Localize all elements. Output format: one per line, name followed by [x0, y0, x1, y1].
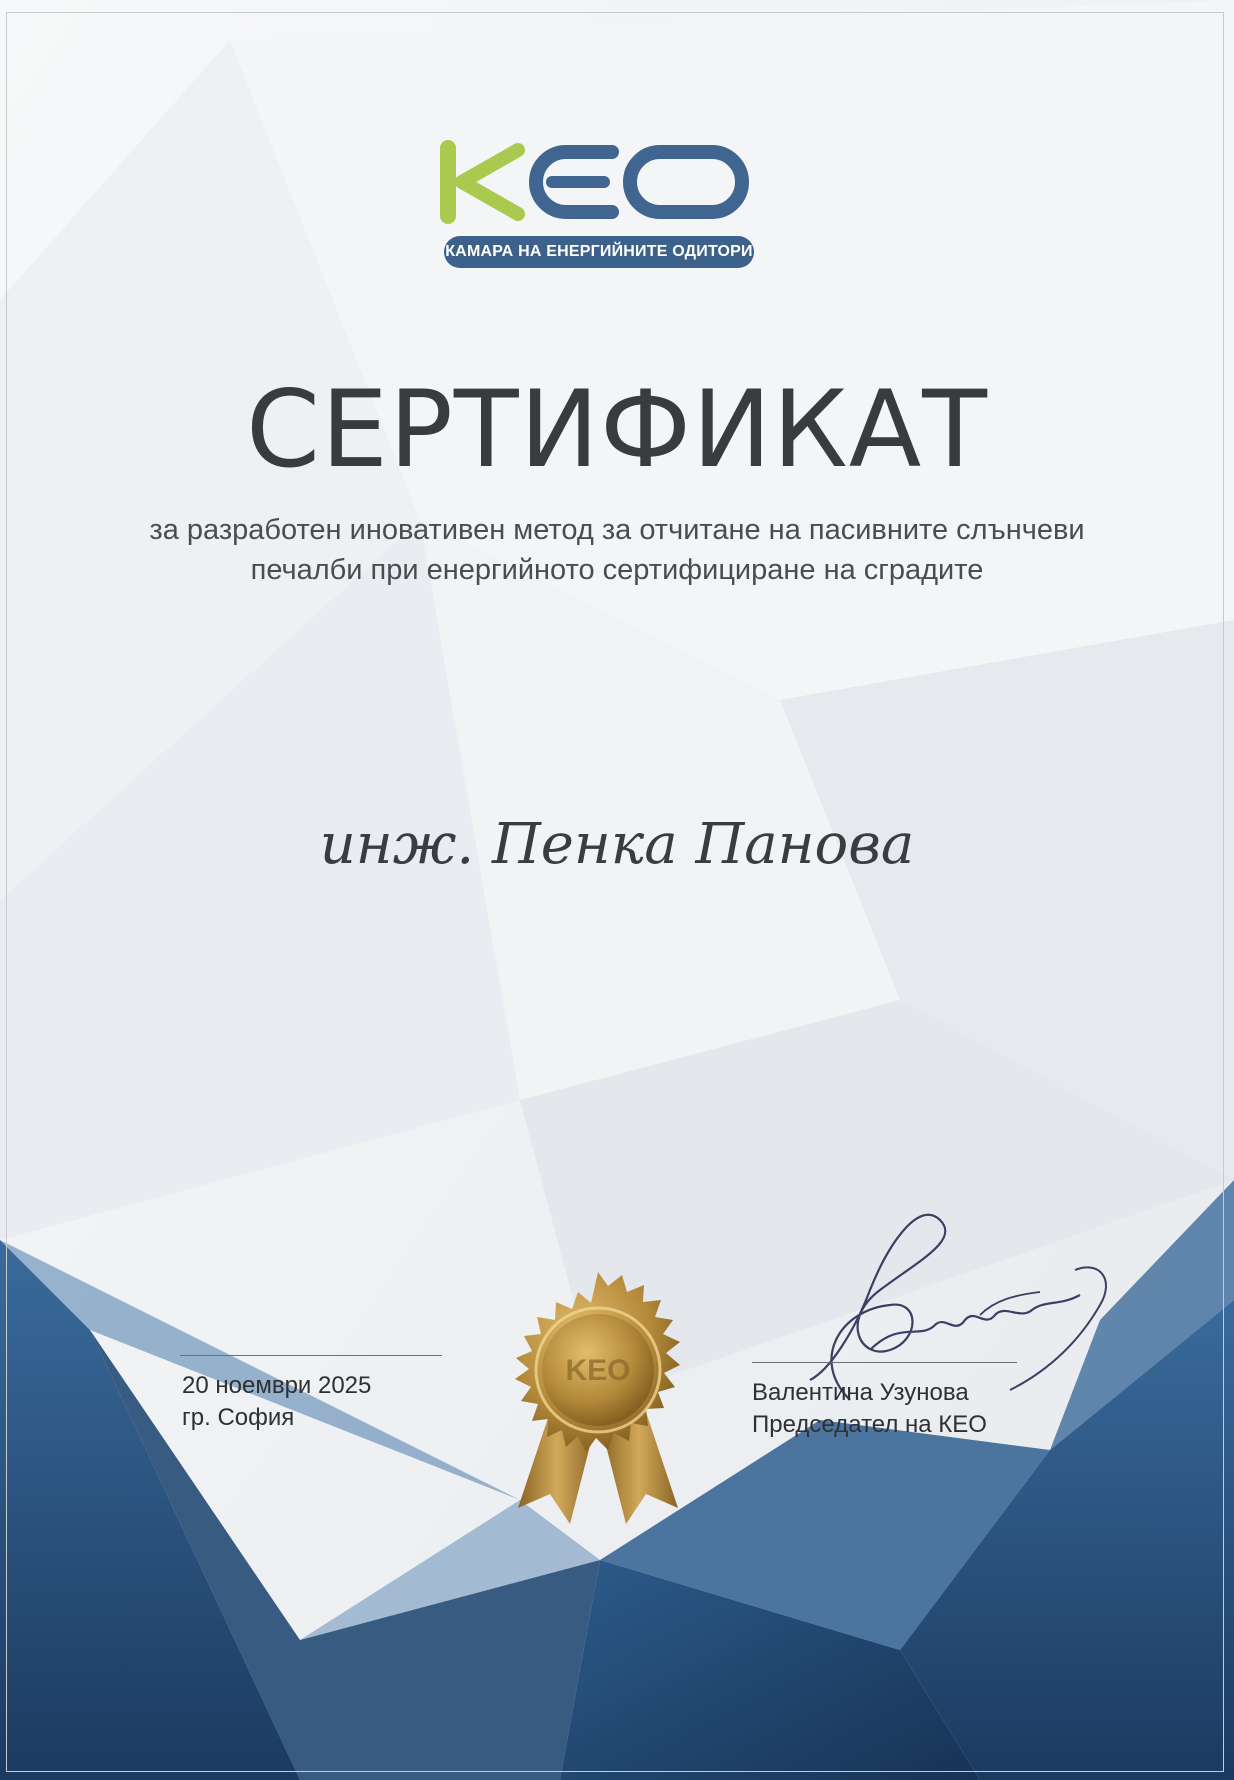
- seal-wordmark: KEO: [565, 1354, 631, 1387]
- signature-line: [752, 1362, 1017, 1363]
- recipient-name: инж. Пенка Панова: [319, 812, 915, 877]
- keo-wordmark-icon: [440, 140, 760, 236]
- certificate-title: СЕРТИФИКАТ: [245, 368, 988, 491]
- gold-seal-icon: [488, 1262, 708, 1532]
- issue-date: 20 ноември 2025: [182, 1372, 372, 1399]
- logo-banner: КАМАРА НА ЕНЕРГИЙНИТЕ ОДИТОРИ: [444, 236, 754, 268]
- subtitle-line-1: за разработен иновативен метод за отчитане на пасивните слънчеви: [149, 514, 1085, 546]
- signer-name: Валентина Узунова: [752, 1379, 969, 1406]
- subtitle-line-2: печалби при енергийното сертифициране на сградите: [250, 554, 984, 586]
- date-line: [180, 1355, 442, 1356]
- signer-title: Председател на КЕО: [752, 1411, 987, 1438]
- date-block: [182, 1370, 371, 1434]
- issue-place: гр. София: [182, 1404, 295, 1431]
- signer-block: [752, 1377, 987, 1441]
- certificate-subtitle: [30, 510, 1204, 590]
- keo-logo: [440, 140, 760, 280]
